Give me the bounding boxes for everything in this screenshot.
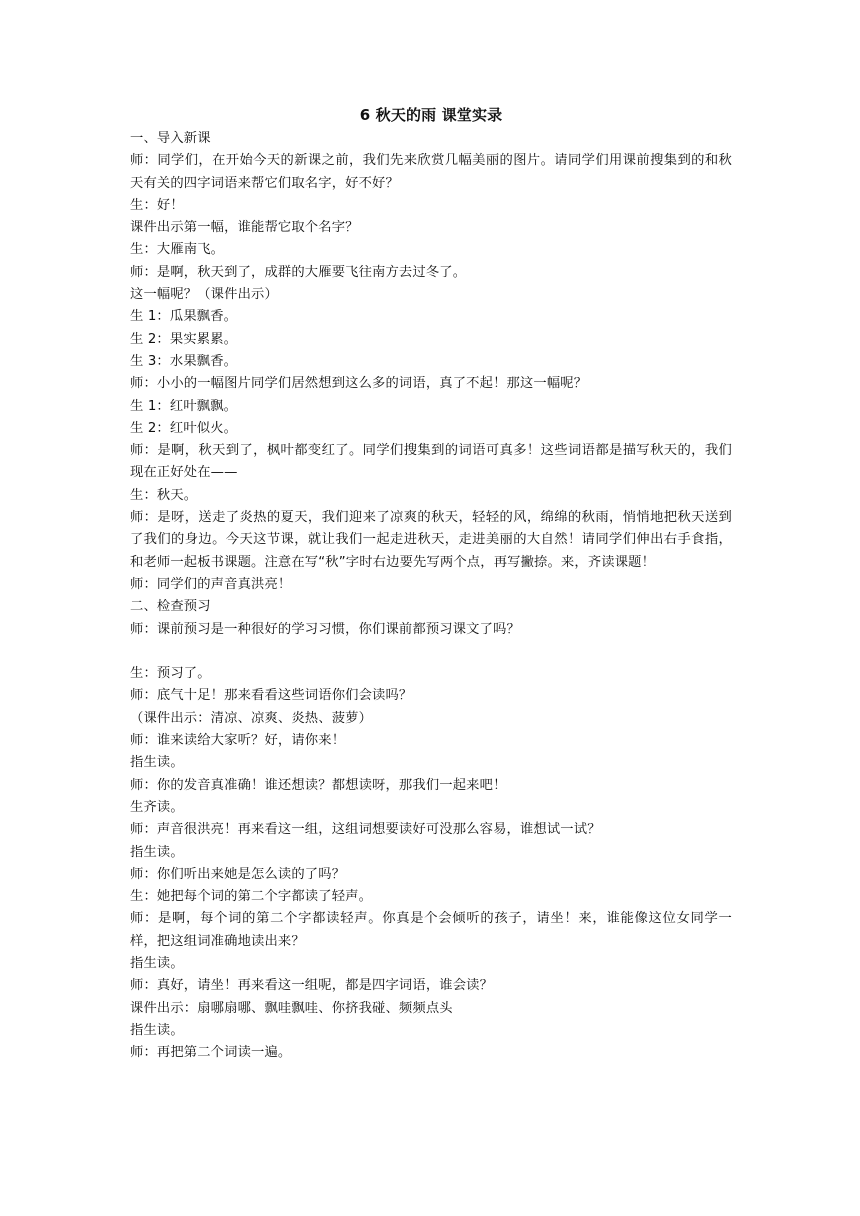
paragraph: 师：你的发音真准确！谁还想读？都想读呀，那我们一起来吧！ bbox=[130, 777, 507, 793]
paragraph: 师：再把第二个词读一遍。 bbox=[130, 1045, 292, 1061]
paragraph: 师：声音很洪亮！再来看这一组，这组词想要读好可没那么容易，谁想试一试？ bbox=[130, 822, 601, 838]
paragraph: 师：是呀，送走了炎热的夏天，我们迎来了凉爽的秋天，轻轻的风，绵绵的秋雨，悄悄地把秋天送到了我们的身边。今天这节课，就让我们一起走进秋天，走进美丽的大自然！请同学们伸出右手食指，和老师一起板书课题。注意在写“秋”字时右边要先写两个点，再写撇捺。来，齐读课题！ bbox=[130, 510, 732, 570]
paragraph: 生 1：红叶飘飘。 bbox=[130, 398, 238, 414]
paragraph: （课件出示：清凉、凉爽、炎热、菠萝） bbox=[130, 710, 373, 726]
paragraph: 师：课前预习是一种很好的学习习惯，你们课前都预习课文了吗？ bbox=[130, 621, 520, 637]
paragraph: 师：同学们，在开始今天的新课之前，我们先来欣赏几幅美丽的图片。请同学们用课前搜集到的和秋天有关的四字词语来帮它们取名字，好不好？ bbox=[130, 153, 732, 191]
paragraph: 指生读。 bbox=[130, 955, 184, 971]
paragraph: 师：是啊，秋天到了，成群的大雁要飞往南方去过冬了。 bbox=[130, 264, 467, 280]
document-body bbox=[130, 128, 732, 1064]
document-title: 6 秋天的雨 课堂实录 bbox=[359, 106, 503, 124]
paragraph: 指生读。 bbox=[130, 1022, 184, 1038]
paragraph: 这一幅呢？（课件出示） bbox=[130, 287, 278, 303]
document-page bbox=[130, 102, 732, 1064]
paragraph: 生：她把每个词的第二个字都读了轻声。 bbox=[130, 889, 373, 905]
paragraph: 课件出示第一幅，谁能帮它取个名字？ bbox=[130, 220, 359, 236]
paragraph: 生 3：水果飘香。 bbox=[130, 353, 238, 369]
paragraph: 一、导入新课 bbox=[130, 131, 211, 146]
paragraph: 师：是啊，秋天到了，枫叶都变红了。同学们搜集到的词语可真多！这些词语都是描写秋天的，我们现在正好处在—— bbox=[130, 443, 732, 481]
paragraph: 师：小小的一幅图片同学们居然想到这么多的词语，真了不起！那这一幅呢？ bbox=[130, 376, 588, 392]
paragraph: 二、检查预习 bbox=[130, 599, 211, 615]
paragraph: 课件出示：扇哪扇哪、飘哇飘哇、你挤我碰、频频点头 bbox=[130, 1000, 453, 1016]
paragraph: 生：秋天。 bbox=[130, 487, 198, 503]
paragraph: 生：好！ bbox=[130, 197, 184, 213]
paragraph: 指生读。 bbox=[130, 755, 184, 771]
paragraph: 师：真好，请坐！再来看这一组呢，都是四字词语，谁会读？ bbox=[130, 978, 494, 994]
paragraph: 生：大雁南飞。 bbox=[130, 242, 225, 258]
paragraph: 生：预习了。 bbox=[130, 666, 211, 682]
paragraph: 生 1：瓜果飘香。 bbox=[130, 309, 238, 325]
paragraph: 师：你们听出来她是怎么读的了吗？ bbox=[130, 866, 346, 882]
paragraph: 师：底气十足！那来看看这些词语你们会读吗？ bbox=[130, 688, 413, 704]
paragraph: 师：是啊，每个词的第二个字都读轻声。你真是个会倾听的孩子，请坐！来，谁能像这位女同学一样，把这组词准确地读出来？ bbox=[130, 911, 732, 949]
paragraph: 师：同学们的声音真洪亮！ bbox=[130, 576, 292, 592]
paragraph: 生齐读。 bbox=[130, 799, 184, 815]
blank-line bbox=[130, 641, 732, 663]
paragraph: 师：谁来读给大家听？好，请你来！ bbox=[130, 733, 346, 749]
paragraph: 生 2：红叶似火。 bbox=[130, 420, 238, 436]
paragraph: 指生读。 bbox=[130, 844, 184, 860]
paragraph: 生 2：果实累累。 bbox=[130, 331, 238, 347]
